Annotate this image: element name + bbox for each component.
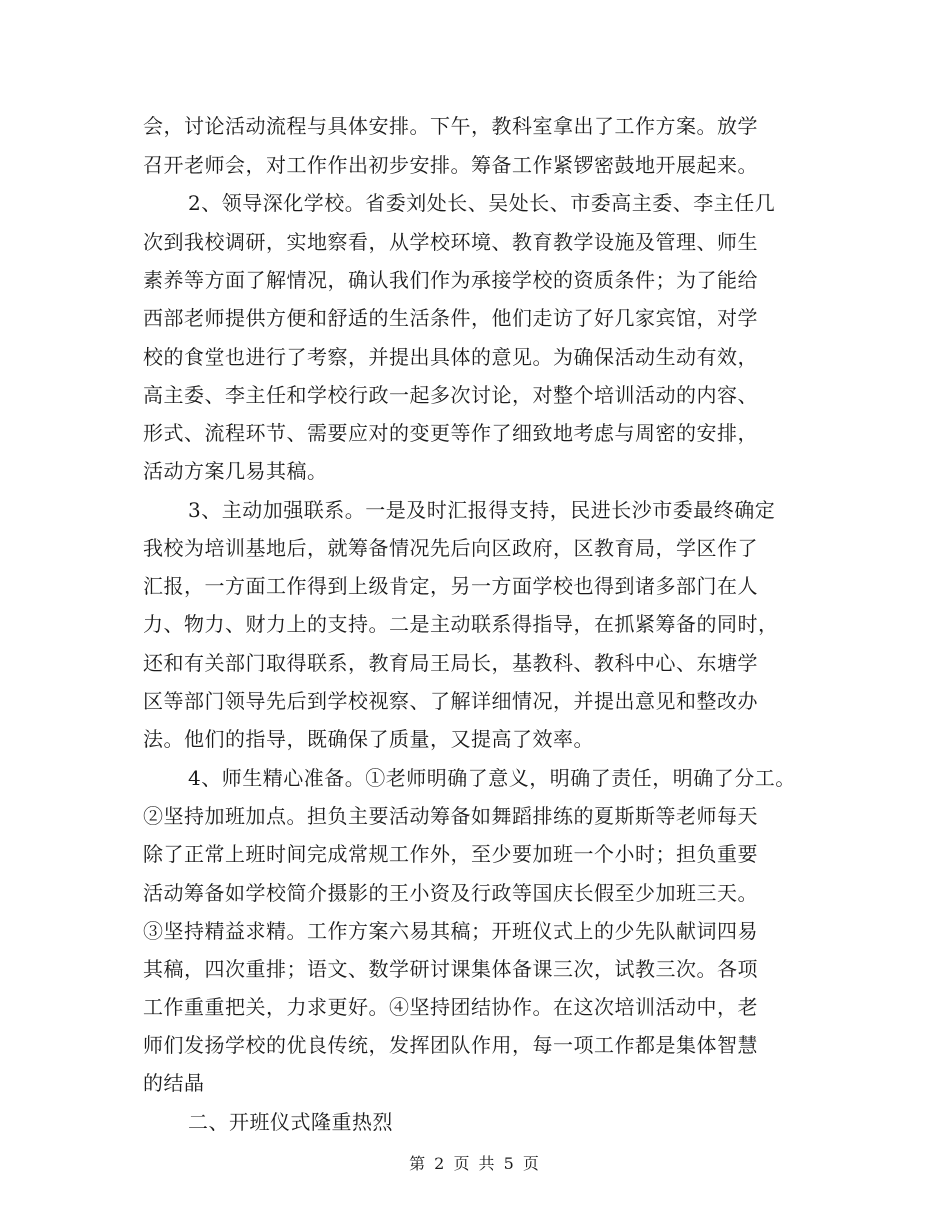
text-line: 西部老师提供方便和舒适的生活条件，他们走访了好几家宾馆，对学 xyxy=(143,306,758,330)
text-line: 3、主动加强联系。一是及时汇报得支持，民进长沙市委最终确定 xyxy=(188,498,776,522)
text-line: 其稿，四次重排；语文、数学研讨课集体备课三次，试教三次。各项 xyxy=(143,957,758,981)
text-line: 高主委、李主任和学校行政一起多次讨论，对整个培训活动的内容、 xyxy=(143,383,758,407)
text-line: 活动筹备如学校简介摄影的王小资及行政等国庆长假至少加班三天。 xyxy=(143,881,758,905)
text-line: 力、物力、财力上的支持。二是主动联系得指导，在抓紧筹备的同时， xyxy=(143,612,779,636)
text-line: 区等部门领导先后到学校视察、了解详细情况，并提出意见和整改办 xyxy=(143,689,758,713)
text-line: 素养等方面了解情况，确认我们作为承接学校的资质条件；为了能给 xyxy=(143,268,758,292)
text-line: 汇报，一方面工作得到上级肯定，另一方面学校也得到诸多部门在人 xyxy=(143,574,758,598)
text-line: ③坚持精益求精。工作方案六易其稿；开班仪式上的少先队献词四易 xyxy=(143,919,758,943)
text-line: 我校为培训基地后，就筹备情况先后向区政府，区教育局，学区作了 xyxy=(143,536,758,560)
text-line: 除了正常上班时间完成常规工作外，至少要加班一个小时；担负重要 xyxy=(143,842,758,866)
text-line: 召开老师会，对工作作出初步安排。筹备工作紧锣密鼓地开展起来。 xyxy=(143,153,758,177)
page-number-footer: 第 2 页 共 5 页 xyxy=(409,1154,541,1173)
text-line: 活动方案几易其稿。 xyxy=(143,459,328,483)
text-line: 4、师生精心准备。①老师明确了意义，明确了责任，明确了分工。 xyxy=(188,766,796,790)
text-line: 形式、流程环节、需要应对的变更等作了细致地考虑与周密的安排， xyxy=(143,421,758,445)
text-line: 会，讨论活动流程与具体安排。下午，教科室拿出了工作方案。放学 xyxy=(143,114,758,138)
text-line: 次到我校调研，实地察看，从学校环境、教育教学设施及管理、师生 xyxy=(143,230,758,254)
text-line: 还和有关部门取得联系，教育局王局长，基教科、教科中心、东塘学 xyxy=(143,651,758,675)
text-line: 2、领导深化学校。省委刘处长、吴处长、市委高主委、李主任几 xyxy=(188,191,776,215)
text-line: ②坚持加班加点。担负主要活动筹备如舞蹈排练的夏斯斯等老师每天 xyxy=(143,804,758,828)
text-line: 的结晶 xyxy=(143,1071,205,1095)
text-line: 工作重重把关，力求更好。④坚持团结协作。在这次培训活动中，老 xyxy=(143,995,758,1019)
text-line: 师们发扬学校的优良传统，发挥团队作用，每一项工作都是集体智慧 xyxy=(143,1033,758,1057)
text-line: 法。他们的指导，既确保了质量，又提高了效率。 xyxy=(143,727,594,751)
text-line: 校的食堂也进行了考察，并提出具体的意见。为确保活动生动有效， xyxy=(143,345,758,369)
section-heading: 二、开班仪式隆重热烈 xyxy=(188,1110,393,1134)
